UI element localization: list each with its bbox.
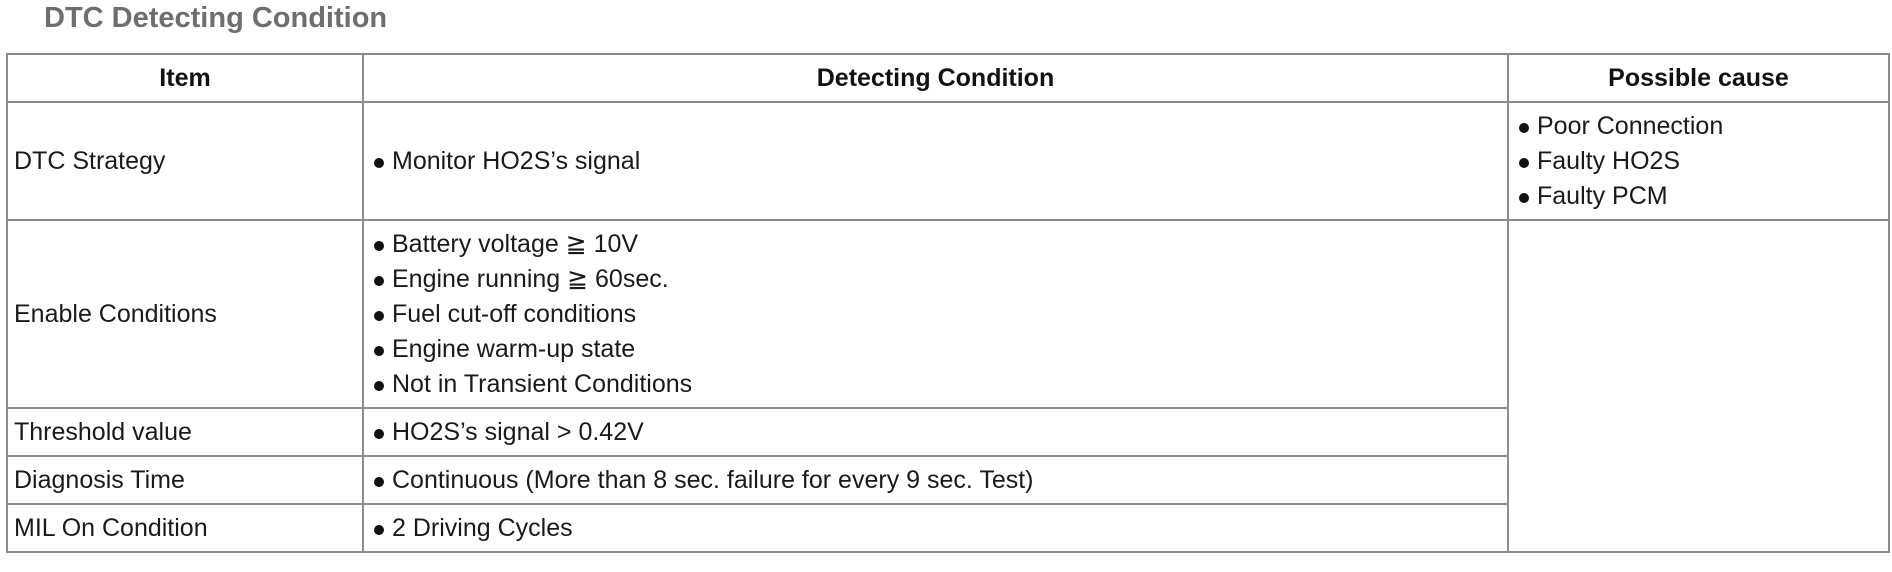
list-item: 2 Driving Cycles	[370, 511, 1501, 546]
table-row	[7, 102, 1889, 220]
possible-cause-cell	[1508, 102, 1889, 220]
table-row	[7, 220, 1889, 408]
dtc-condition-table	[6, 53, 1890, 553]
item-cell: Enable Conditions	[7, 220, 363, 408]
list-item: Faulty HO2S	[1515, 144, 1882, 179]
page-title: DTC Detecting Condition	[44, 2, 388, 34]
cause-list	[1515, 109, 1882, 214]
header-item: Item	[7, 54, 363, 102]
item-cell: DTC Strategy	[7, 102, 363, 220]
condition-list	[370, 463, 1501, 498]
list-item: Battery voltage ≧ 10V	[370, 227, 1501, 262]
list-item: Not in Transient Conditions	[370, 367, 1501, 402]
condition-cell	[363, 456, 1508, 504]
condition-cell	[363, 220, 1508, 408]
item-cell: MIL On Condition	[7, 504, 363, 552]
condition-list	[370, 227, 1501, 402]
condition-list	[370, 144, 1501, 179]
header-possible-cause: Possible cause	[1508, 54, 1889, 102]
list-item: Fuel cut-off conditions	[370, 297, 1501, 332]
empty-cause-cell	[1508, 220, 1889, 552]
list-item: Continuous (More than 8 sec. failure for every 9 sec. Test)	[370, 463, 1501, 498]
table-header-row	[7, 54, 1889, 102]
list-item: Faulty PCM	[1515, 179, 1882, 214]
list-item: Engine warm-up state	[370, 332, 1501, 367]
list-item: Monitor HO2S’s signal	[370, 144, 1501, 179]
condition-cell	[363, 408, 1508, 456]
item-cell: Threshold value	[7, 408, 363, 456]
condition-list	[370, 511, 1501, 546]
list-item: Engine running ≧ 60sec.	[370, 262, 1501, 297]
condition-list	[370, 415, 1501, 450]
condition-cell	[363, 504, 1508, 552]
header-detecting-condition: Detecting Condition	[363, 54, 1508, 102]
list-item: Poor Connection	[1515, 109, 1882, 144]
list-item: HO2S’s signal > 0.42V	[370, 415, 1501, 450]
condition-cell	[363, 102, 1508, 220]
item-cell: Diagnosis Time	[7, 456, 363, 504]
